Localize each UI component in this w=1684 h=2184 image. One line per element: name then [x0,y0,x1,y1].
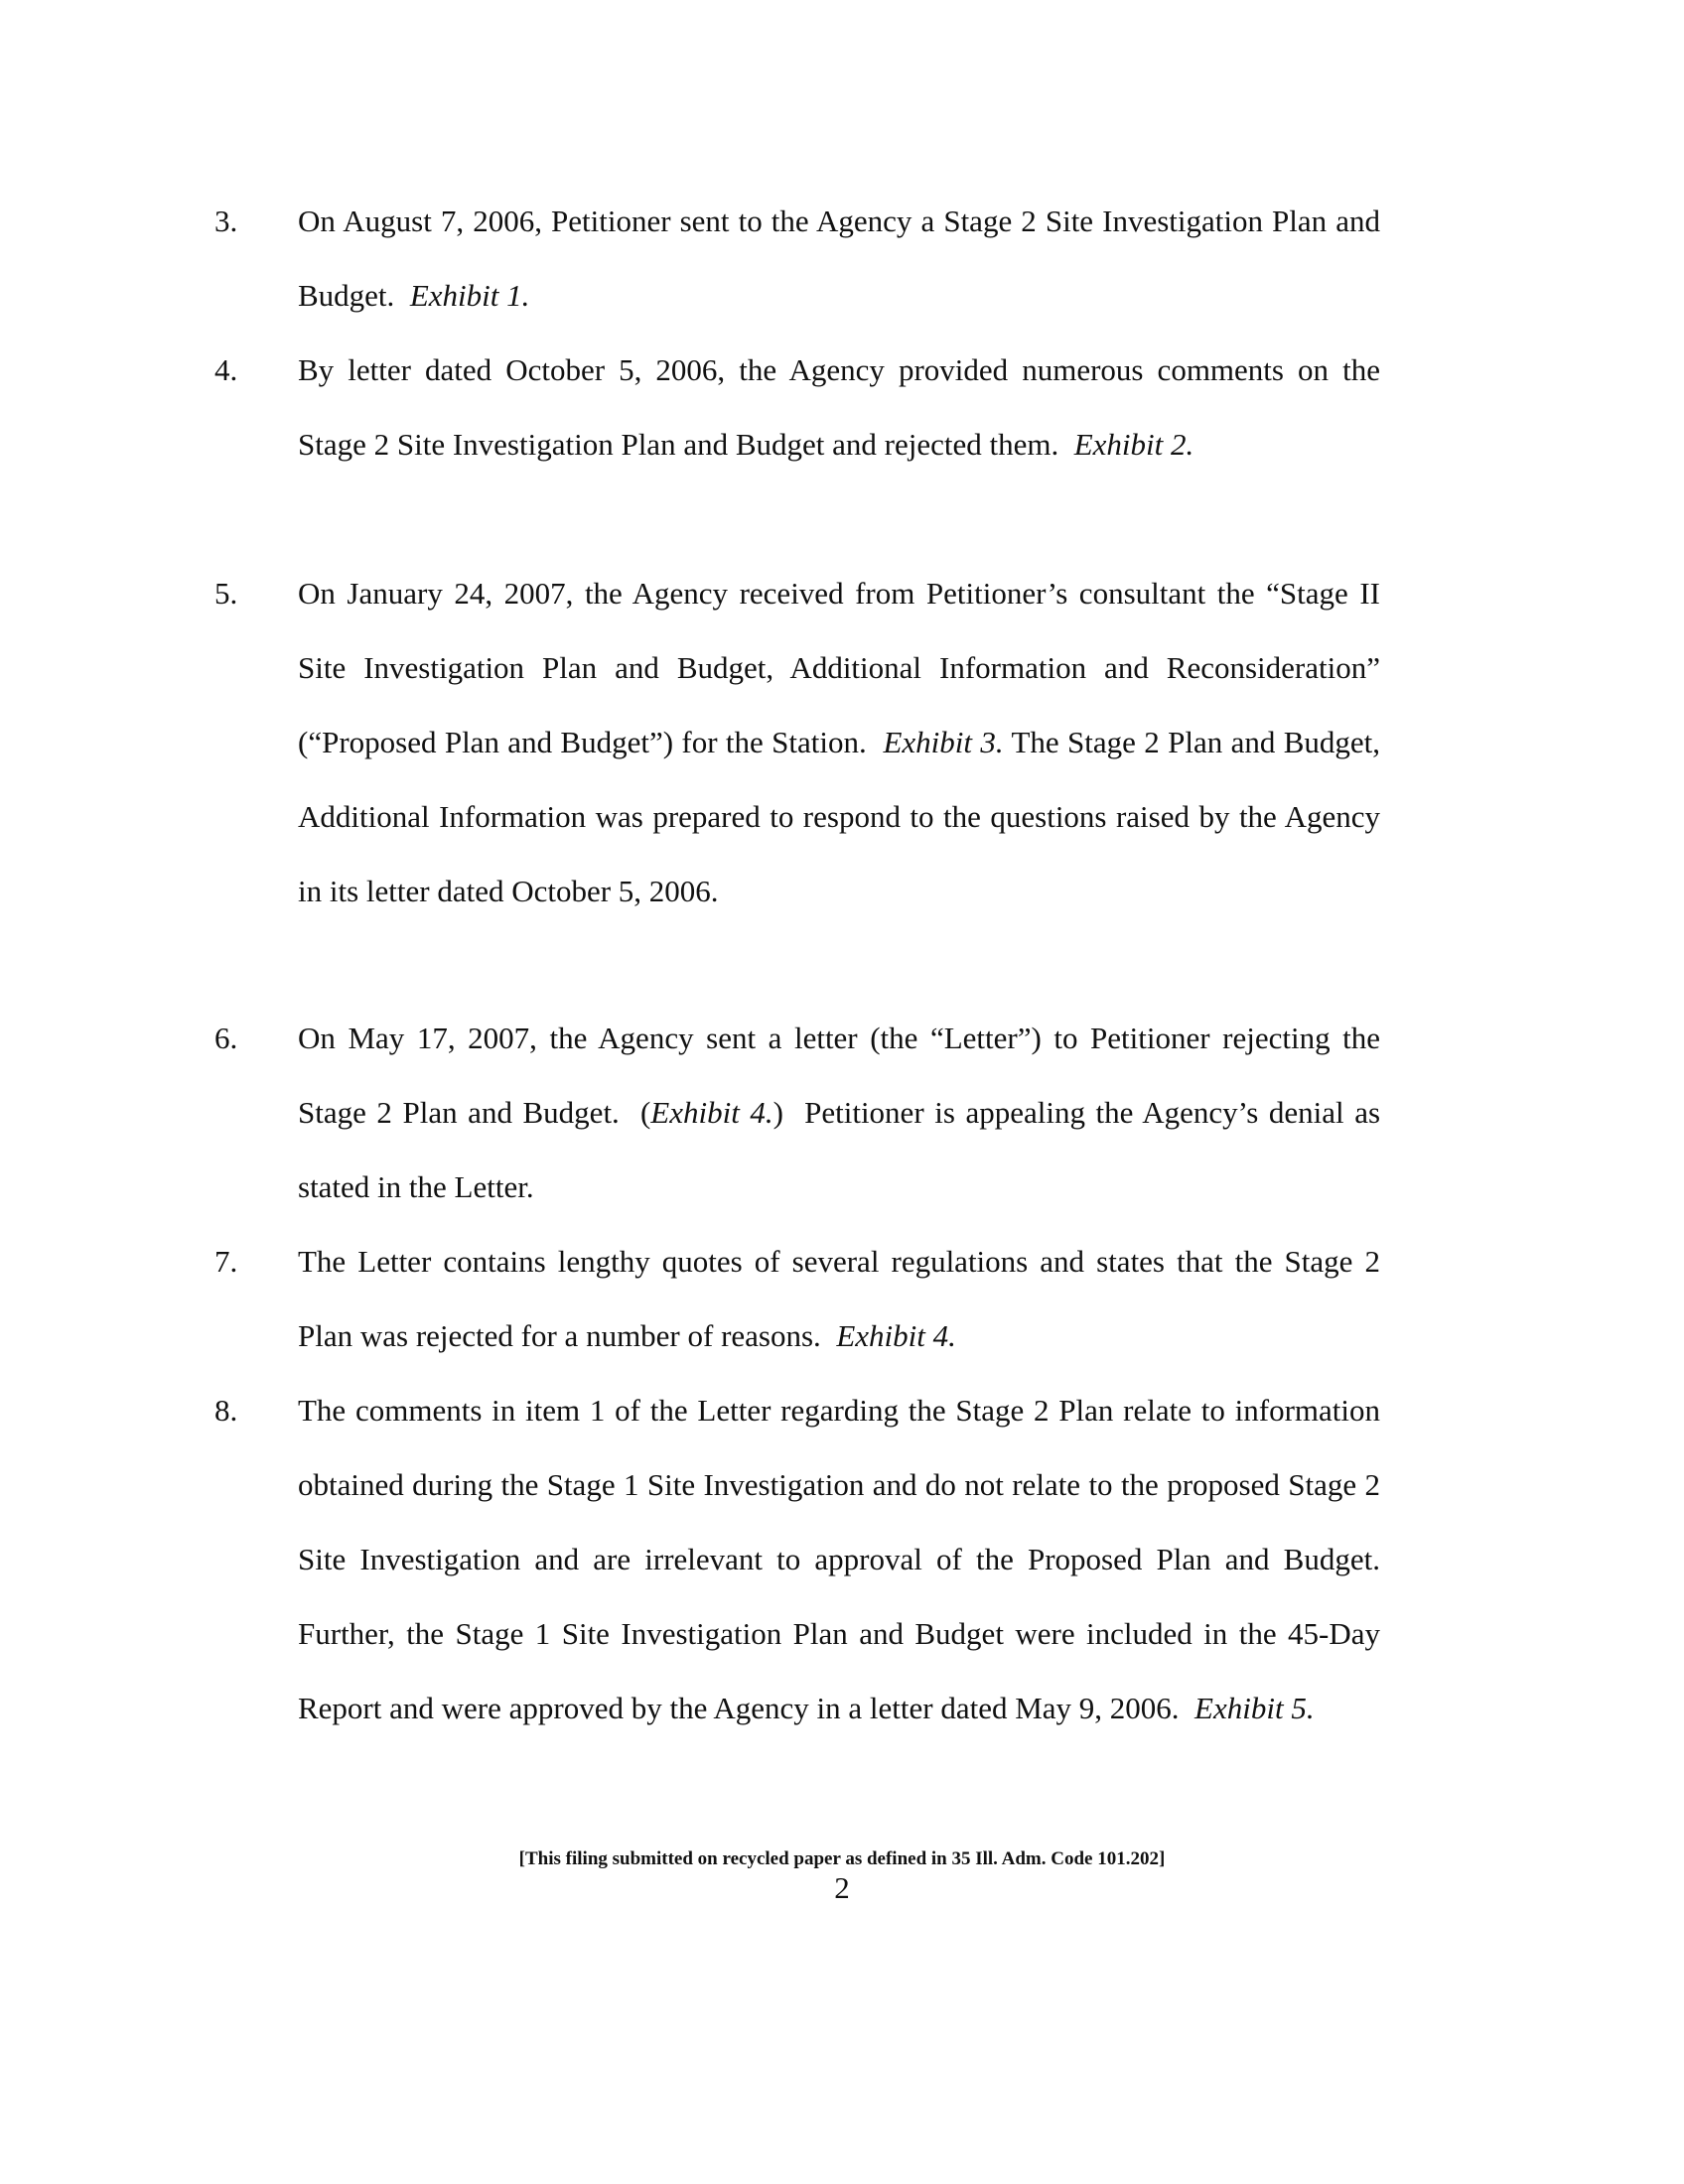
paragraph-number: 6. [214,1021,238,1055]
paragraph-number: 7. [214,1244,238,1279]
exhibit-open-paren: ( [639,1095,651,1130]
exhibit-reference: Exhibit 5. [1194,1691,1315,1725]
paragraph-text: The comments in item 1 of the Letter regarding the Stage 2 Plan relate to information obtained during the Stage 1 Site Investigation and do not relate to the proposed Stage 2 Site Investigation and are irrelevant to approval of the Proposed Plan and Budget. Further, the Stage 1 Site Investigation Plan and Budget were included in the 45-Day Report and were approved by the Agency in a letter dated May 9, 2006. [298,1393,1380,1725]
paragraph-text: On January 24, 2007, the Agency received from Petitioner’s consultant the “Stage II Site Investigation Plan and Budget, Additional Information and Reconsideration” (“Proposed Plan and Budget”) for the Station. [298,576,1380,759]
exhibit-reference: Exhibit 4. [650,1095,773,1130]
exhibit-reference: Exhibit 2. [1073,427,1194,462]
paragraph-text: On August 7, 2006, Petitioner sent to the Agency a Stage 2 Site Investigation Plan and Budget. [298,204,1380,313]
paragraph-text: By letter dated October 5, 2006, the Agency provided numerous comments on the Stage 2 Site Investigation Plan and Budget and rejected them. [298,352,1380,462]
paragraph-body [298,1373,1380,1745]
paragraph-body [298,556,1380,928]
paragraph-5 [214,556,1380,928]
paragraph-body [298,333,1380,481]
paragraph-text-continued: Petitioner is appealing the Agency’s denial as stated in the Letter. [298,1095,1381,1204]
paragraph-text: On May 17, 2007, the Agency sent a letter (the “Letter”) to Petitioner rejecting the Stage 2 Plan and Budget. [298,1021,1380,1130]
paragraph-number: 4. [214,352,238,387]
page-number: 2 [834,1870,850,1905]
paragraph-body [298,184,1380,333]
paragraph-7 [214,1224,1380,1373]
paragraph-text-continued: The Stage 2 Plan and Budget, Additional Information was prepared to respond to the questions raised by the Agency in its letter dated October 5, 2006. [298,725,1380,908]
exhibit-reference: Exhibit 1. [409,278,530,313]
exhibit-close-paren: ) [772,1095,783,1130]
paragraph-3 [214,184,1380,333]
paragraph-number: 3. [214,204,238,238]
paragraph-text: The Letter contains lengthy quotes of several regulations and states that the Stage 2 Plan was rejected for a number of reasons. [298,1244,1380,1353]
paragraph-8 [214,1373,1380,1745]
paragraph-number: 5. [214,576,238,611]
paragraph-number: 8. [214,1393,238,1428]
paragraph-6 [214,1001,1381,1224]
recycled-paper-note: [This filing submitted on recycled paper as defined in 35 Ill. Adm. Code 101.202] [518,1848,1166,1869]
exhibit-reference: Exhibit 3. [883,725,1004,759]
paragraph-4 [214,333,1380,481]
paragraph-body [298,1001,1380,1224]
paragraph-body [298,1224,1380,1373]
exhibit-reference: Exhibit 4. [836,1318,956,1353]
